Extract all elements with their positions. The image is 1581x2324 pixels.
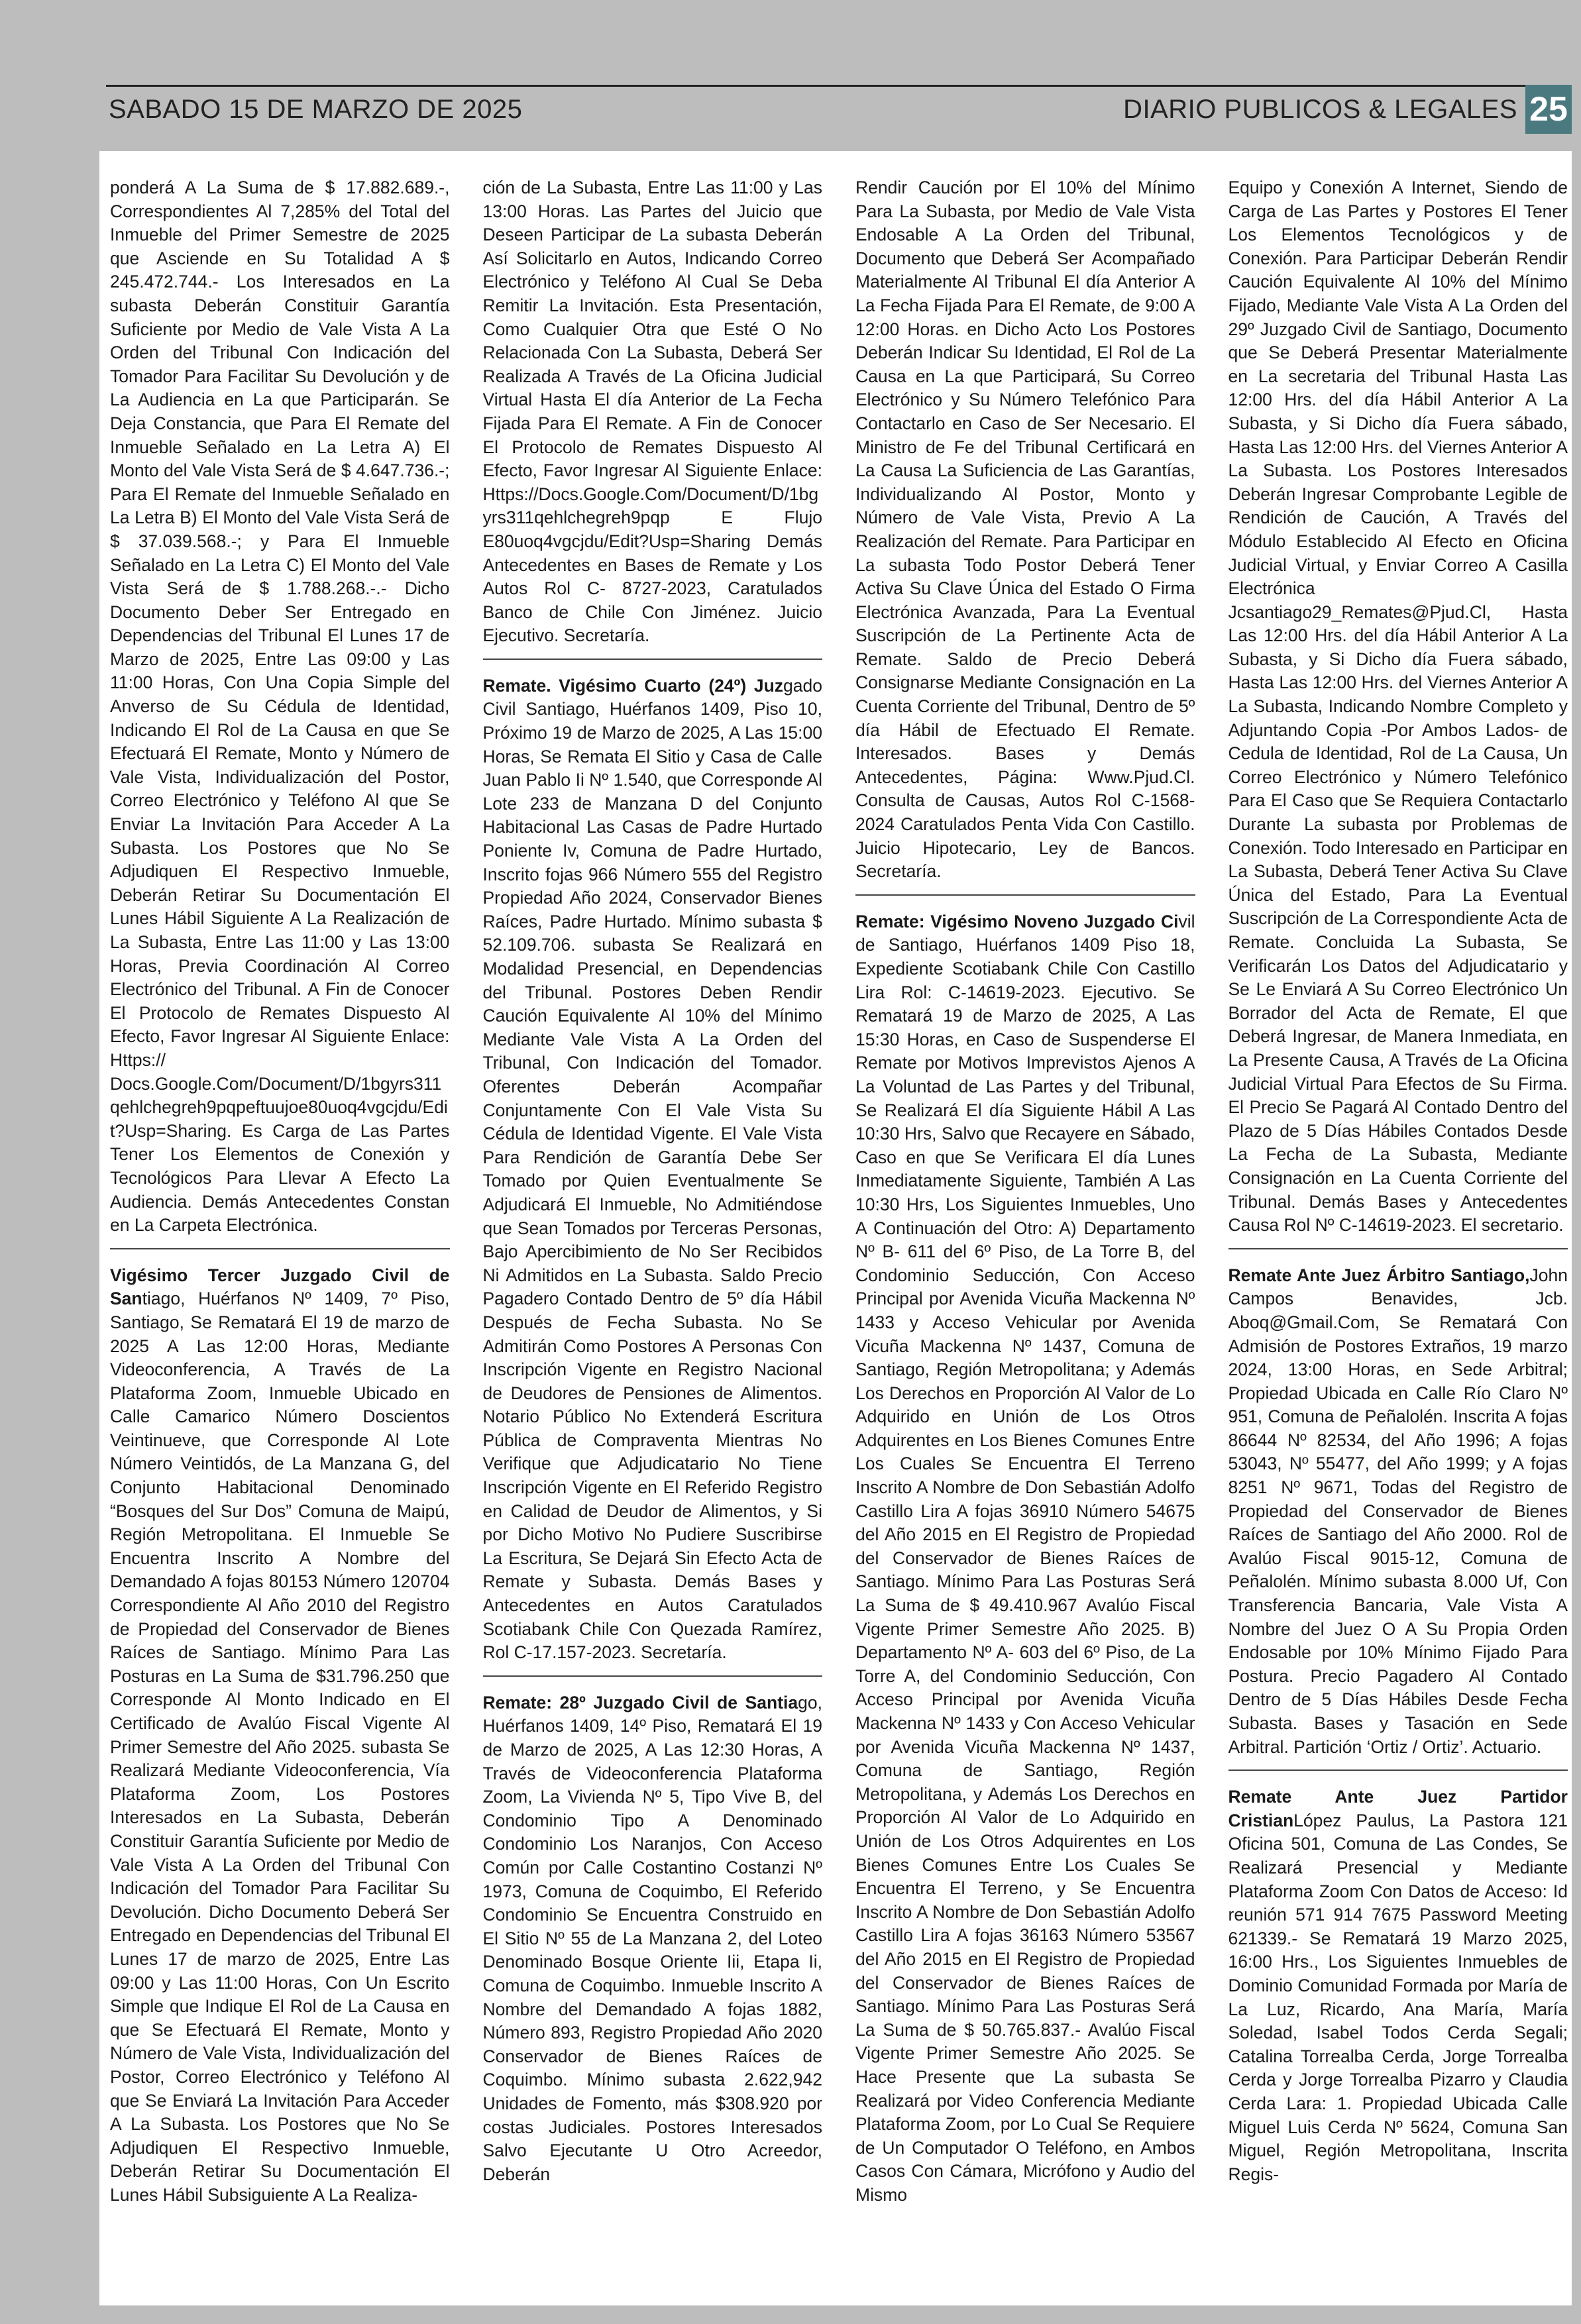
- page-body: [106, 151, 1572, 2305]
- notice: [855, 176, 1195, 884]
- notice: [483, 176, 823, 648]
- notice: [110, 176, 450, 1238]
- header-right: [1123, 85, 1572, 134]
- notice-text: John Campos Benavides, Jcb. Aboq@Gmail.Com, Se Rematará Con Admisión de Postores Extraños, 19 marzo 2024, 13:00 Horas, en Sede Arbitral; Propiedad Ubicada en Calle Río Claro Nº 951, Comuna de Peñalolén. Inscrita A fojas 86644 Nº 82534, del Año 1996; A fojas 53043, Nº 55477, del Año 1999; y A fojas 8251 Nº 9671, Todas del Registro de Propiedad del Conservador de Bienes Raíces de Santiago del Año 2000. Rol de Avalúo Fiscal 9015-12, Comuna de Peñalolén. Mínimo subasta 8.000 Uf, Con Transferencia Bancaria, Vale Vista A Nombre del Juez O A Su Propia Orden Endosable por 10% Mínimo Fijado Para Postura. Precio Pagadero Al Contado Dentro de 5 Días Hábiles Desde Fecha Subasta. Bases y Tasación en Sede Arbitral. Partición ‘Ortiz / Ortiz’. Actuario.: [1228, 1265, 1568, 1757]
- notice-text: Rendir Caución por El 10% del Mínimo Para La Subasta, por Medio de Vale Vista Endosable A La Orden del Tribunal, Documento que Deberá Ser Acompañado Materialmente Al Tribunal El día Anterior A La Fecha Fijada Para El Remate, de 9:00 A 12:00 Horas. en Dicho Acto Los Postores Deberán Indicar Su Identidad, El Rol de La Causa en La que Participará, Su Correo Electrónico y Su Número Telefónico Para Contactarlo en Caso de Ser Necesario. El Ministro de Fe del Tribunal Certificará en La Causa La Suficiencia de Las Garantías, Individualizando Al Postor, Monto y Número de Vale Vista, Previo A La Realización del Remate. Para Participar en La subasta Todo Postor Deberá Tener Activa Su Clave Única del Estado O Firma Electrónica Avanzada, Para La Eventual Suscripción de La Pertinente Acta de Remate. Saldo de Precio Deberá Consignarse Mediante Consignación en La Cuenta Corriente del Tribunal, Dentro de 5º día Hábil de Efectuado El Remate. Interesados. Bases y Demás Antecedentes, Página: Www.Pjud.Cl. Consulta de Causas, Autos Rol C-1568-2024 Caratulados Penta Vida Con Castillo. Juicio Hipotecario, Ley de Bancos. Secretaría.: [855, 178, 1195, 882]
- notice-text: ponderá A La Suma de $ 17.882.689.-, Correspondientes Al 7,285% del Total del Inmueble del Primer Semestre de 2025 que Asciende en Su Totalidad A $ 245.472.744.- Los Interesados en La subasta Deberán Constituir Garantía Suficiente por Medio de Vale Vista A La Orden del Tribunal Con Indicación del Tomador Para Facilitar Su Devolución y de La Audiencia en La que Participarán. Se Deja Constancia, que Para El Remate del Inmueble Señalado en La Letra A) El Monto del Vale Vista Será de $ 4.647.736.-; Para El Remate del Inmueble Señalado en La Letra B) El Monto del Vale Vista Será de $ 37.039.568.-; y Para El Inmueble Señalado en La Letra C) El Monto del Vale Vista Será de $ 1.788.268.-.- Dicho Documento Deber Ser Entregado en Dependencias del Tribunal El Lunes 17 de Marzo de 2025, Entre Las 09:00 y Las 11:00 Horas, Con Una Copia Simple del Anverso de Su Cédula de Identidad, Indicando El Rol de La Causa en que Se Efectuará El Remate, Monto y Número de Vale Vista, Individualización del Postor, Correo Electrónico y Teléfono Al que Se Enviar La Invitación Para Acceder A La Subasta. Los Postores que No Se Adjudiquen El Respectivo Inmueble, Deberán Retirar Su Documentación El Lunes Hábil Siguiente A La Realización de La Subasta, Entre Las 11:00 y Las 13:00 Horas, Previa Coordinación Al Correo Electrónico del Tribunal. A Fin de Conocer El Protocolo de Remates Dispuesto Al Efecto, Favor Ingresar Al Siguiente Enlace: Https:// Docs.Google.Com/Document/D/1bgyrs311qehlchegreh9pqpeftuujoe80uoq4vgcjdu/Edit?Usp=Sharing. Es Carga de Las Partes Tener Los Elementos de Conexión y Tecnológicos Para Llevar A Efecto La Audiencia. Demás Antecedentes Constan en La Carpeta Electrónica.: [110, 178, 450, 1236]
- page-number-badge: 25: [1525, 85, 1572, 134]
- notice-text: Equipo y Conexión A Internet, Siendo de Carga de Las Partes y Postores El Tener Los Elementos Tecnológicos y de Conexión. Para Participar Deberán Rendir Caución Equivalente Al 10% del Mínimo Fijado, Mediante Vale Vista A La Orden del 29º Juzgado Civil de Santiago, Documento que Se Deberá Presentar Materialmente en La secretaria del Tribunal Hasta Las 12:00 Hrs. del día Hábil Anterior A La Subasta, y Si Dicho día Fuera sábado, Hasta Las 12:00 Hrs. del Viernes Anterior A La Subasta. Los Postores Interesados Deberán Ingresar Comprobante Legible de Rendición de Caución, A Través del Módulo Establecido Al Efecto en Oficina Judicial Virtual, y Enviar Correo A Casilla Electrónica Jcsantiago29_Remates@Pjud.Cl, Hasta Las 12:00 Hrs. del día Hábil Anterior A La Subasta, y Si Dicho día Fuera sábado, Hasta Las 12:00 Hrs. del Viernes Anterior A La Subasta, Indicando Nombre Completo y Adjuntando Copia -Por Ambos Lados- de Cedula de Identidad, Rol de La Causa, Un Correo Electrónico y Número Telefónico Para El Caso que Se Requiera Contactarlo Durante La subasta por Problemas de Conexión. Todo Interesado en Participar en La Subasta, Deberá Tener Activa Su Clave Única del Estado, Para La Eventual Suscripción de La Correspondiente Acta de Remate. Concluida La Subasta, Se Verificarán Los Datos del Adjudicatario y Se Le Enviará A Su Correo Electrónico Un Borrador del Acta de Remate, El que Deberá Ingresar, de Manera Inmediata, en La Presente Causa, A Través de La Oficina Judicial Virtual Para Efectos de Su Firma. El Precio Se Pagará Al Contado Dentro del Plazo de 5 Días Hábiles Contados Desde La Fecha de La Subasta, Mediante Consignación en La Cuenta Corriente del Tribunal. Demás Bases y Antecedentes Causa Rol Nº C-14619-2023. El secretario.: [1228, 178, 1568, 1236]
- notice-text: gado Civil Santiago, Huérfanos 1409, Piso 10, Próximo 19 de Marzo de 2025, A Las 15:00 Horas, Se Remata El Sitio y Casa de Calle Juan Pablo Ii Nº 1.540, que Corresponde Al Lote 233 de Manzana D del Conjunto Habitacional Las Casas de Padre Hurtado Poniente Iv, Comuna de Padre Hurtado, Inscrito fojas 966 Número 555 del Registro Propiedad Año 2024, Conservador Bienes Raíces, Padre Hurtado. Mínimo subasta $ 52.109.706. subasta Se Realizará en Modalidad Presencial, en Dependencias del Tribunal. Postores Deben Rendir Caución Equivalente Al 10% del Mínimo Mediante Vale Vista A La Orden del Tribunal, Con Indicación del Tomador. Oferentes Deberán Acompañar Conjuntamente Con El Vale Vista Su Cédula de Identidad Vigente. El Vale Vista Para Rendición de Garantía Debe Ser Tomado por Quien Eventualmente Se Adjudicará El Inmueble, No Admitiéndose que Sean Tomados por Terceras Personas, Bajo Apercibimiento de No Ser Recibidos Ni Admitidos en La Subasta. Saldo Precio Pagadero Contado Dentro de 5º día Hábil Después de Fecha Subasta. No Se Admitirán Como Postores A Personas Con Inscripción Vigente en Registro Nacional de Deudores de Pensiones de Alimentos. Notario Público No Extenderá Escritura Pública de Compraventa Mientras No Verifique que Adjudicatario No Tiene Inscripción Vigente en El Referido Registro en Calidad de Deudor de Alimentos, y Si por Dicho Motivo No Pudiere Suscribirse La Escritura, Se Dejará Sin Efecto Acta de Remate y Subasta. Demás Bases y Antecedentes en Autos Caratulados Scotiabank Chile Con Quezada Ramírez, Rol C-17.157-2023. Secretaría.: [482, 675, 822, 1663]
- page-header: [106, 85, 1572, 132]
- column-1: [110, 176, 450, 2290]
- notice: [110, 1264, 450, 2207]
- notice: [1228, 1264, 1568, 1759]
- notice-divider: [855, 894, 1195, 896]
- header-date: SABADO 15 DE MARZO DE 2025: [109, 94, 523, 124]
- left-margin: [0, 0, 99, 2324]
- notice-lead: Remate. Vigésimo Cuarto (24º) Juz: [482, 675, 784, 696]
- notice-lead: Remate: Vigésimo Noveno Juzgado Ci: [855, 911, 1179, 931]
- notice-text: vil de Santiago, Huérfanos 1409 Piso 18, Expediente Scotiabank Chile Con Castillo Lira Rol: C-14619-2023. Ejecutivo. Se Rematará 19 de Marzo de 2025, A Las 15:30 Horas, en Caso de Suspenderse El Remate por Motivos Imprevistos Ajenos A La Voluntad de Las Partes y del Tribunal, Se Realizará El día Siguiente Hábil A Las 10:30 Hrs, Salvo que Recayere en Sábado, Caso en que Se Verificara El día Lunes Inmediatamente Siguiente, También A Las 10:30 Hrs, Los Siguientes Inmuebles, Uno A Continuación del Otro: A) Departamento Nº B- 611 del 6º Piso, de La Torre B, del Condominio Seducción, Con Acceso Principal por Avenida Vicuña Mackenna Nº 1433 y Acceso Vehicular por Avenida Vicuña Mackenna Nº 1437, Comuna de Santiago, Región Metropolitana; y Además Los Derechos en Proporción Al Valor de Lo Adquirido en Unión de Los Otros Adquirentes en Los Bienes Comunes Entre Los Cuales Se Encuentra El Terreno Inscrito A Nombre de Don Sebastián Adolfo Castillo Lira A fojas 36910 Número 54675 del Año 2015 en El Registro de Propiedad del Conservador de Bienes Raíces de Santiago. Mínimo Para Las Posturas Será La Suma de $ 49.410.967 Avalúo Fiscal Vigente Primer Semestre Año 2025. B) Departamento Nº A- 603 del 6º Piso, de La Torre A, del Condominio Seducción, Con Acceso Principal por Avenida Vicuña Mackenna Nº 1433 y Con Acceso Vehicular por Avenida Vicuña Mackenna Nº 1437, Comuna de Santiago, Región Metropolitana, y Además Los Derechos en Proporción Al Valor de Lo Adquirido en Unión de Los Otros Adquirentes en Los Bienes Comunes Entre Los Cuales Se Encuentra El Terreno, y Se Encuentra Inscrito A Nombre de Don Sebastián Adolfo Castillo Lira A fojas 36163 Número 53567 del Año 2015 en El Registro de Propiedad del Conservador de Bienes Raíces de Santiago. Mínimo Para Las Posturas Será La Suma de $ 50.765.837.- Avalúo Fiscal Vigente Primer Semestre Año 2025. Se Hace Presente que La subasta Se Realizará por Video Conferencia Mediante Plataforma Zoom, por Lo Cual Se Requiere de Un Computador O Teléfono, en Ambos Casos Con Cámara, Micrófono y Audio del Mismo: [855, 911, 1195, 2205]
- notice: [1228, 1785, 1568, 2186]
- notice: [483, 1691, 823, 2186]
- notice-lead: Remate Ante Juez Árbitro Santiago,: [1228, 1265, 1530, 1285]
- notice-lead: Vigésimo Tercer Juzgado Civil de San: [110, 1265, 450, 1309]
- notice-divider: [483, 1675, 823, 1677]
- right-margin: [1572, 0, 1581, 2324]
- notice: [483, 674, 823, 1665]
- notice-divider: [483, 659, 823, 660]
- notice-lead: Remate Ante Juez Partidor Cristian: [1228, 1787, 1568, 1830]
- notice-divider: [1228, 1769, 1568, 1771]
- bottom-margin: [0, 2305, 1581, 2324]
- notice-lead: Remate: 28º Juzgado Civil de Santia: [482, 1692, 798, 1713]
- notice-text: López Paulus, La Pastora 121 Oficina 501, Comuna de Las Condes, Se Realizará Presencial y Mediante Plataforma Zoom Con Datos de Acceso: Id reunión 571 914 7675 Password Meeting 621339.- Se Rematará 19 Marzo 2025, 16:00 Hrs., Los Siguientes Inmuebles de Dominio Comunidad Formada por María de La Luz, Ricardo, Ana María, María Soledad, Isabel Todos Cerda Segali; Catalina Torrealba Cerda, Jorge Torrealba Cerda y Jorge Torrealba Pizarro y Claudia Cerda Lara: 1. Propiedad Ubicada Calle Miguel Luis Cerda Nº 5624, Comuna San Miguel, Región Metropolitana, Inscrita Regis-: [1228, 1810, 1568, 2184]
- notice-divider: [1228, 1248, 1568, 1249]
- notice: [1228, 176, 1568, 1238]
- notice-text: tiago, Huérfanos Nº 1409, 7º Piso, Santiago, Se Rematará El 19 de marzo de 2025 A Las 12:00 Horas, Mediante Videoconferencia, A Través de La Plataforma Zoom, Inmueble Ubicado en Calle Camarico Número Doscientos Veintinueve, que Corresponde Al Lote Número Veintidós, de La Manzana G, del Conjunto Habitacional Denominado “Bosques del Sur Dos” Comuna de Maipú, Región Metropolitana. El Inmueble Se Encuentra Inscrito A Nombre del Demandado A fojas 80153 Número 120704 Correspondiente Al Año 2010 del Registro de Propiedad del Conservador de Bienes Raíces de Santiago. Mínimo Para Las Posturas en La Suma de $31.796.250 que Corresponde Al Monto Indicado en El Certificado de Avalúo Fiscal Vigente Al Primer Semestre del Año 2025. subasta Se Realizará Mediante Videoconferencia, Vía Plataforma Zoom, Los Postores Interesados en La Subasta, Deberán Constituir Garantía Suficiente por Medio de Vale Vista A La Orden del Tribunal Con Indicación del Tomador Para Facilitar Su Devolución. Dicho Documento Deberá Ser Entregado en Dependencias del Tribunal El Lunes 17 de marzo de 2025, Entre Las 09:00 y Las 11:00 Horas, Con Un Escrito Simple que Indique El Rol de La Causa en que Se Efectuará El Remate, Monto y Número de Vale Vista, Individualización del Postor, Correo Electrónico y Teléfono Al que Se Enviará La Invitación Para Acceder A La Subasta. Los Postores que No Se Adjudiquen El Respectivo Inmueble, Deberán Retirar Su Documentación El Lunes Hábil Subsiguiente A La Realiza-: [110, 1289, 450, 2205]
- column-3: [855, 176, 1195, 2290]
- column-2: [483, 176, 823, 2290]
- text-columns: [110, 176, 1568, 2290]
- notice-divider: [110, 1248, 450, 1249]
- notice-text: ción de La Subasta, Entre Las 11:00 y Las 13:00 Horas. Las Partes del Juicio que Deseen Participar de La subasta Deberán Así Solicitarlo en Autos, Indicando Correo Electrónico y Teléfono Al Cual Se Deba Remitir La Invitación. Esta Presentación, Como Cualquier Otra que Esté O No Relacionada Con La Subasta, Deberá Ser Realizada A Través de La Oficina Judicial Virtual Hasta El día Anterior de La Fecha Fijada Para El Remate. A Fin de Conocer El Protocolo de Remates Dispuesto Al Efecto, Favor Ingresar Al Siguiente Enlace: Https://Docs.Google.Com/Document/D/1bgyrs311qehlchegreh9pqp E Flujo E80uoq4vgcjdu/Edit?Usp=Sharing Demás Antecedentes en Bases de Remate y Los Autos Rol C- 8727-2023, Caratulados Banco de Chile Con Jiménez. Juicio Ejecutivo. Secretaría.: [482, 178, 822, 646]
- notice-text: go, Huérfanos 1409, 14º Piso, Rematará El 19 de Marzo de 2025, A Las 12:30 Horas, A Través de Videoconferencia Plataforma Zoom, La Vivienda Nº 5, Tipo Vive B, del Condominio Tipo A Denominado Condominio Los Naranjos, Con Acceso Común por Calle Costantino Costanzi Nº 1973, Comuna de Coquimbo, El Referido Condominio Se Encuentra Construido en El Sitio Nº 55 de La Manzana 2, del Loteo Denominado Bosque Oriente Iii, Etapa Ii, Comuna de Coquimbo. Inmueble Inscrito A Nombre del Demandado A fojas 1882, Número 893, Registro Propiedad Año 2020 Conservador de Bienes Raíces de Coquimbo. Mínimo subasta 2.622,942 Unidades de Fomento, más $308.920 por costas Judiciales. Postores Interesados Salvo Ejecutante U Otro Acreedor, Deberán: [482, 1692, 822, 2184]
- notice: [855, 910, 1195, 2207]
- column-4: [1228, 176, 1568, 2290]
- publication-name: DIARIO PUBLICOS & LEGALES: [1123, 94, 1517, 124]
